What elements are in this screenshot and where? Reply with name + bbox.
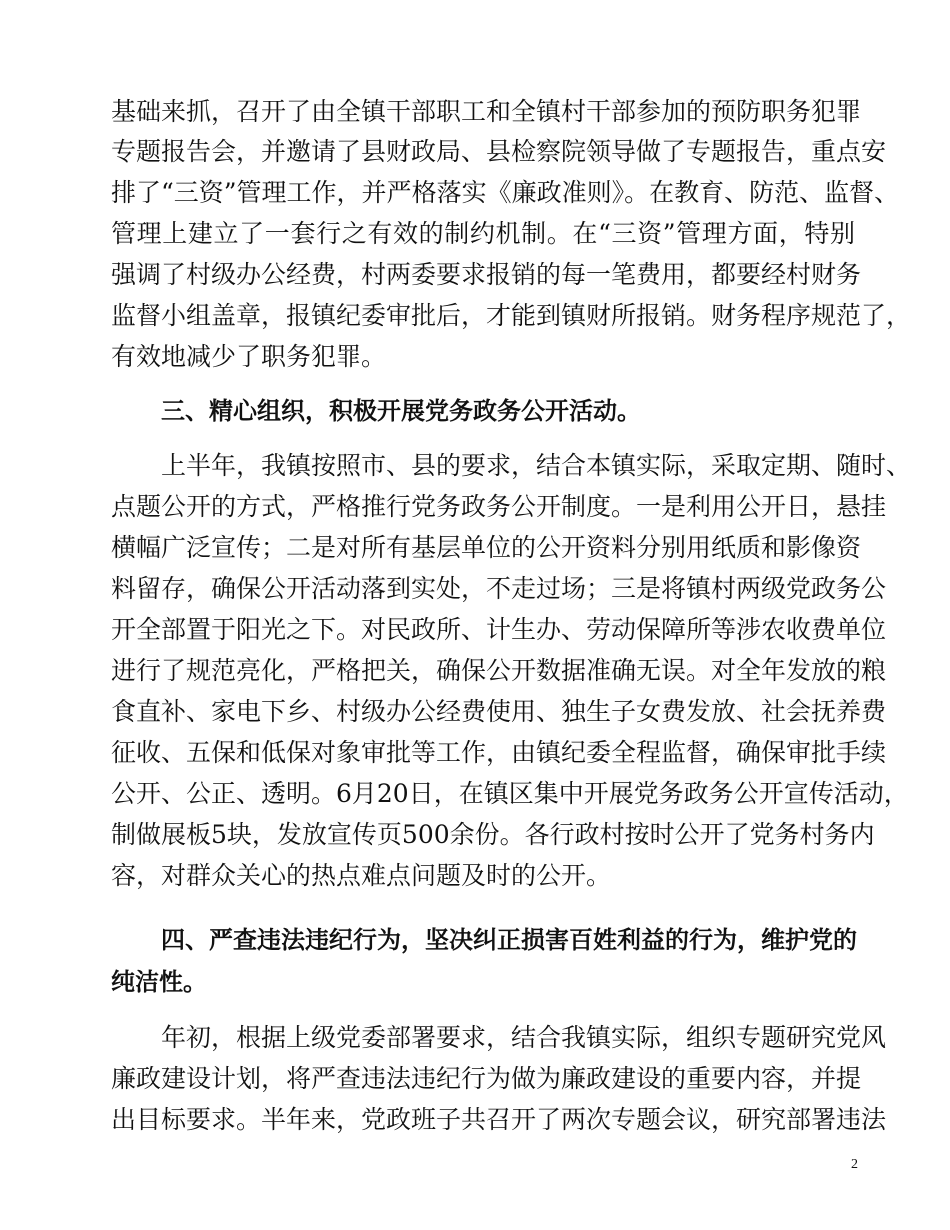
section-heading: 纯洁性。 — [111, 968, 207, 996]
paragraph-line: 开全部置于阳光之下。对民政所、计生办、劳动保障所等涉农收费单位 — [111, 615, 887, 644]
paragraph-line: 有效地减少了职务犯罪。 — [111, 342, 387, 371]
paragraph-line: 排了“三资”管理工作，并严格落实《廉政准则》。在教育、防范、监督、 — [111, 178, 900, 207]
page-number: 2 — [851, 1157, 858, 1172]
paragraph-line: 食直补、家电下乡、村级办公经费使用、独生子女费发放、社会抚养费 — [111, 697, 887, 726]
paragraph-line: 料留存，确保公开活动落到实处，不走过场；三是将镇村两级党政务公 — [111, 574, 887, 603]
paragraph-line: 点题公开的方式，严格推行党务政务公开制度。一是利用公开日，悬挂 — [111, 492, 887, 521]
paragraph-line: 征收、五保和低保对象审批等工作，由镇纪委全程监督，确保审批手续 — [111, 738, 887, 767]
paragraph-line: 制做展板5块，发放宣传页500余份。各行政村按时公开了党务村务内 — [111, 820, 875, 849]
paragraph-line: 专题报告会，并邀请了县财政局、县检察院领导做了专题报告，重点安 — [111, 137, 887, 166]
paragraph-line: 年初，根据上级党委部署要求，结合我镇实际，组织专题研究党风 — [161, 1023, 887, 1052]
paragraph-line: 基础来抓，召开了由全镇干部职工和全镇村干部参加的预防职务犯罪 — [111, 97, 862, 126]
paragraph-line: 出目标要求。半年来，党政班子共召开了两次专题会议，研究部署违法 — [111, 1105, 887, 1134]
paragraph-line: 进行了规范亮化，严格把关，确保公开数据准确无误。对全年发放的粮 — [111, 656, 887, 685]
paragraph-line: 公开、公正、透明。6月20日，在镇区集中开展党务政务公开宣传活动， — [111, 779, 909, 808]
paragraph-line: 管理上建立了一套行之有效的制约机制。在“三资”管理方面，特别 — [111, 219, 855, 248]
paragraph-line: 横幅广泛宣传；二是对所有基层单位的公开资料分别用纸质和影像资 — [111, 533, 862, 562]
paragraph-line: 上半年，我镇按照市、县的要求，结合本镇实际，采取定期、随时、 — [161, 451, 912, 480]
section-heading: 四、严查违法违纪行为，坚决纠正损害百姓利益的行为，维护党的 — [161, 926, 857, 954]
paragraph-line: 容，对群众关心的热点难点问题及时的公开。 — [111, 861, 612, 890]
paragraph-line: 监督小组盖章，报镇纪委审批后，才能到镇财所报销。财务程序规范了， — [111, 301, 912, 330]
section-heading: 三、精心组织，积极开展党务政务公开活动。 — [161, 397, 641, 425]
paragraph-line: 廉政建设计划，将严查违法违纪行为做为廉政建设的重要内容，并提 — [111, 1064, 862, 1093]
paragraph-line: 强调了村级办公经费，村两委要求报销的每一笔费用，都要经村财务 — [111, 260, 862, 289]
